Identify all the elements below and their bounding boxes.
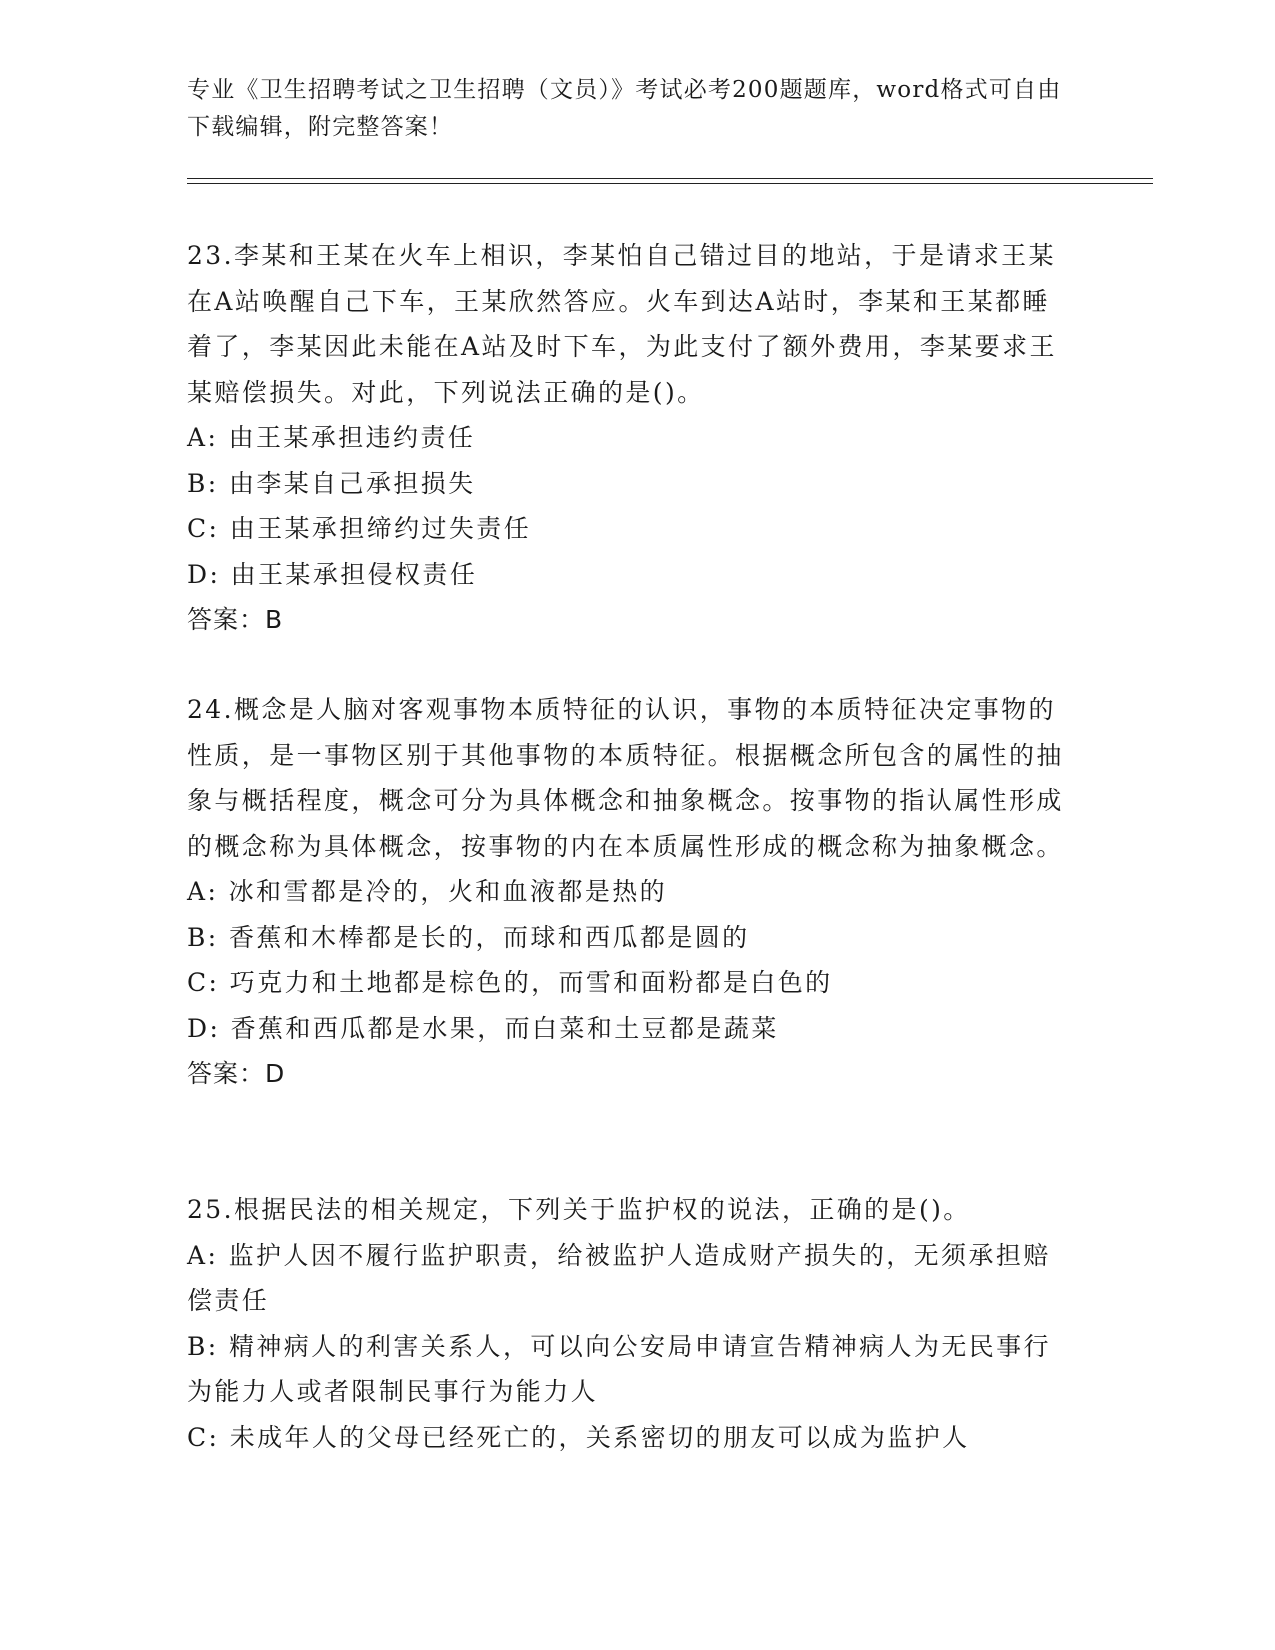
question-stem: 23.李某和王某在火车上相识，李某怕自己错过目的地站，于是请求王某在A站唤醒自己下车，王某欣然答应。火车到达A站时，李某和王某都睡着了，李某因此未能在A站及时下车，为此支付了额外费用，李某要求王某赔偿损失。对此，下列说法正确的是()。 bbox=[187, 241, 1057, 407]
option-b: B: 香蕉和木棒都是长的，而球和西瓜都是圆的 bbox=[187, 922, 750, 952]
option-c: C: 巧克力和土地都是棕色的，而雪和面粉都是白色的 bbox=[187, 968, 833, 997]
question-25 bbox=[187, 1187, 1067, 1460]
option-a: A: 监护人因不履行监护职责，给被监护人造成财产损失的，无须承担赔偿责任 bbox=[187, 1240, 1051, 1315]
option-b: B: 由李某自己承担损失 bbox=[187, 468, 476, 498]
option-c: C: 未成年人的父母已经死亡的，关系密切的朋友可以成为监护人 bbox=[187, 1422, 970, 1452]
question-stem: 24.概念是人脑对客观事物本质特征的认识，事物的本质特征决定事物的性质，是一事物区别于其他事物的本质特征。根据概念所包含的属性的抽象与概括程度，概念可分为具体概念和抽象概念。按事物的指认属性形成的概念称为具体概念，按事物的内在本质属性形成的概念称为抽象概念。 bbox=[187, 695, 1064, 861]
header-divider-bottom bbox=[187, 183, 1153, 184]
question-24 bbox=[187, 687, 1067, 1097]
question-23 bbox=[187, 233, 1067, 643]
option-b: B: 精神病人的利害关系人，可以向公安局申请宣告精神病人为无民事行为能力人或者限制民事行为能力人 bbox=[187, 1331, 1051, 1406]
option-d: D: 由王某承担侵权责任 bbox=[187, 559, 478, 589]
document-header: 专业《卫生招聘考试之卫生招聘（文员）》考试必考200题题库，word格式可自由下载编辑，附完整答案！ bbox=[187, 77, 1062, 140]
option-c: C: 由王某承担缔约过失责任 bbox=[187, 514, 532, 543]
option-a: A: 由王某承担违约责任 bbox=[187, 423, 476, 452]
option-d: D: 香蕉和西瓜都是水果，而白菜和土豆都是蔬菜 bbox=[187, 1013, 779, 1043]
option-a: A: 冰和雪都是冷的，火和血液都是热的 bbox=[187, 877, 668, 906]
answer-label: 答案：D bbox=[187, 1059, 286, 1088]
header-divider-top bbox=[187, 178, 1153, 179]
question-stem: 25.根据民法的相关规定，下列关于监护权的说法，正确的是()。 bbox=[187, 1195, 971, 1224]
answer-label: 答案：B bbox=[187, 605, 284, 634]
